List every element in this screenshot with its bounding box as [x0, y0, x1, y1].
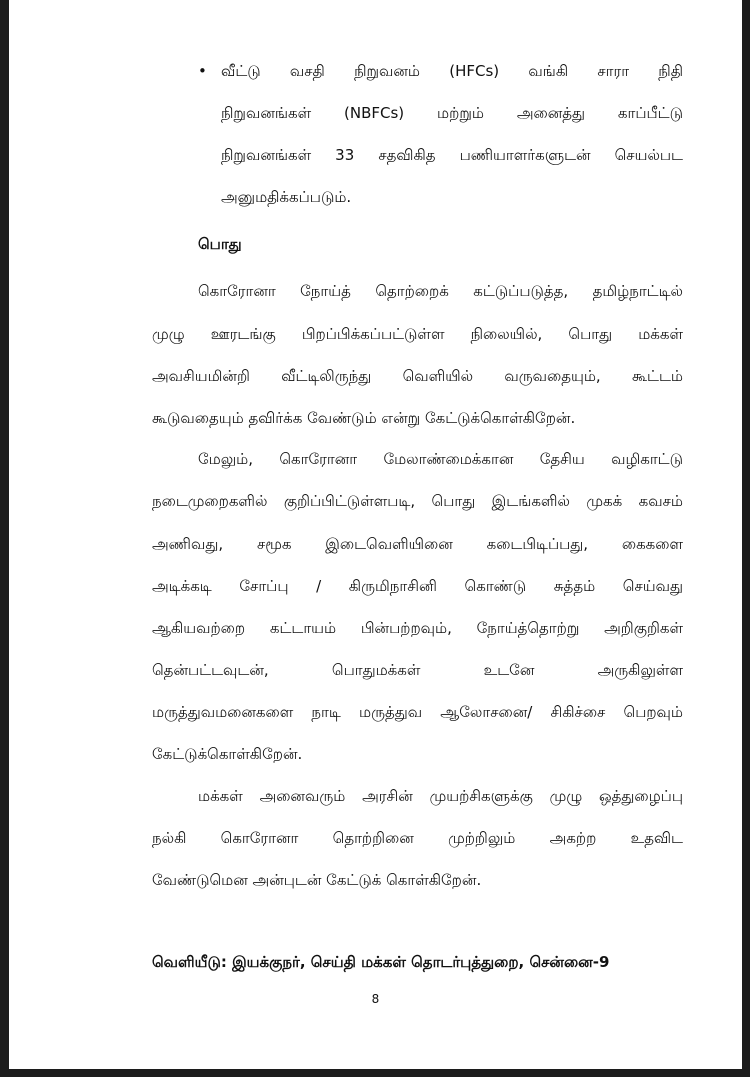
paragraph1-line-3: அவசியமின்றி வீட்டிலிருந்து வெளியில் வருவதையும், கூட்டம் [152, 367, 683, 385]
paragraph2-line-1: மேலும், கொரோனா மேலாண்மைக்கான தேசிய வழிகாட்டு [198, 450, 683, 468]
bullet-line-1: வீட்டு வசதி நிறுவனம் (HFCs) வங்கி சாரா நிதி [221, 62, 683, 80]
document-page [9, 0, 742, 1069]
paragraph2-line-4: அடிக்கடி சோப்பு / கிருமிநாசினி கொண்டு சுத்தம் செய்வது [152, 577, 683, 595]
bullet-line-3: நிறுவனங்கள் 33 சதவிகித பணியாளர்களுடன் செயல்பட [221, 146, 683, 164]
paragraph1-line-1: கொரோனா நோய்த் தொற்றைக் கட்டுப்படுத்த, தமிழ்நாட்டில் [198, 282, 683, 300]
paragraph2-line-6: தென்பட்டவுடன், பொதுமக்கள் உடனே அருகிலுள்ள [152, 661, 683, 679]
page-number: 8 [371, 992, 380, 1006]
bullet-line-4: அனுமதிக்கப்படும். [221, 188, 352, 206]
bullet-marker: • [198, 62, 207, 80]
paragraph1-line-4: கூடுவதையும் தவிர்க்க வேண்டும் என்று கேட்டுக்கொள்கிறேன். [152, 409, 576, 427]
paragraph3-line-2: நல்கி கொரோனா தொற்றினை முற்றிலும் அகற்ற உதவிட [152, 829, 683, 847]
paragraph2-line-3: அணிவது, சமூக இடைவெளியினை கடைபிடிப்பது, கைகளை [152, 535, 683, 553]
publisher-footer: வெளியீடு: இயக்குநர், செய்தி மக்கள் தொடர்புத்துறை, சென்னை-9 [152, 953, 610, 971]
paragraph3-line-3: வேண்டுமென அன்புடன் கேட்டுக் கொள்கிறேன். [152, 871, 482, 889]
section-heading: பொது [198, 235, 242, 253]
paragraph2-line-7: மருத்துவமனைகளை நாடி மருத்துவ ஆலோசனை/ சிகிச்சை பெறவும் [152, 703, 683, 721]
paragraph3-line-1: மக்கள் அனைவரும் அரசின் முயற்சிகளுக்கு முழு ஒத்துழைப்பு [198, 787, 683, 805]
paragraph1-line-2: முழு ஊரடங்கு பிறப்பிக்கப்பட்டுள்ள நிலையில், பொது மக்கள் [152, 325, 683, 343]
bullet-line-2: நிறுவனங்கள் (NBFCs) மற்றும் அனைத்து காப்பீட்டு [221, 104, 683, 122]
paragraph2-line-2: நடைமுறைகளில் குறிப்பிட்டுள்ளபடி, பொது இடங்களில் முகக் கவசம் [152, 492, 683, 510]
paragraph2-line-8: கேட்டுக்கொள்கிறேன். [152, 745, 303, 763]
paragraph2-line-5: ஆகியவற்றை கட்டாயம் பின்பற்றவும், நோய்த்தொற்று அறிகுறிகள் [152, 619, 683, 637]
